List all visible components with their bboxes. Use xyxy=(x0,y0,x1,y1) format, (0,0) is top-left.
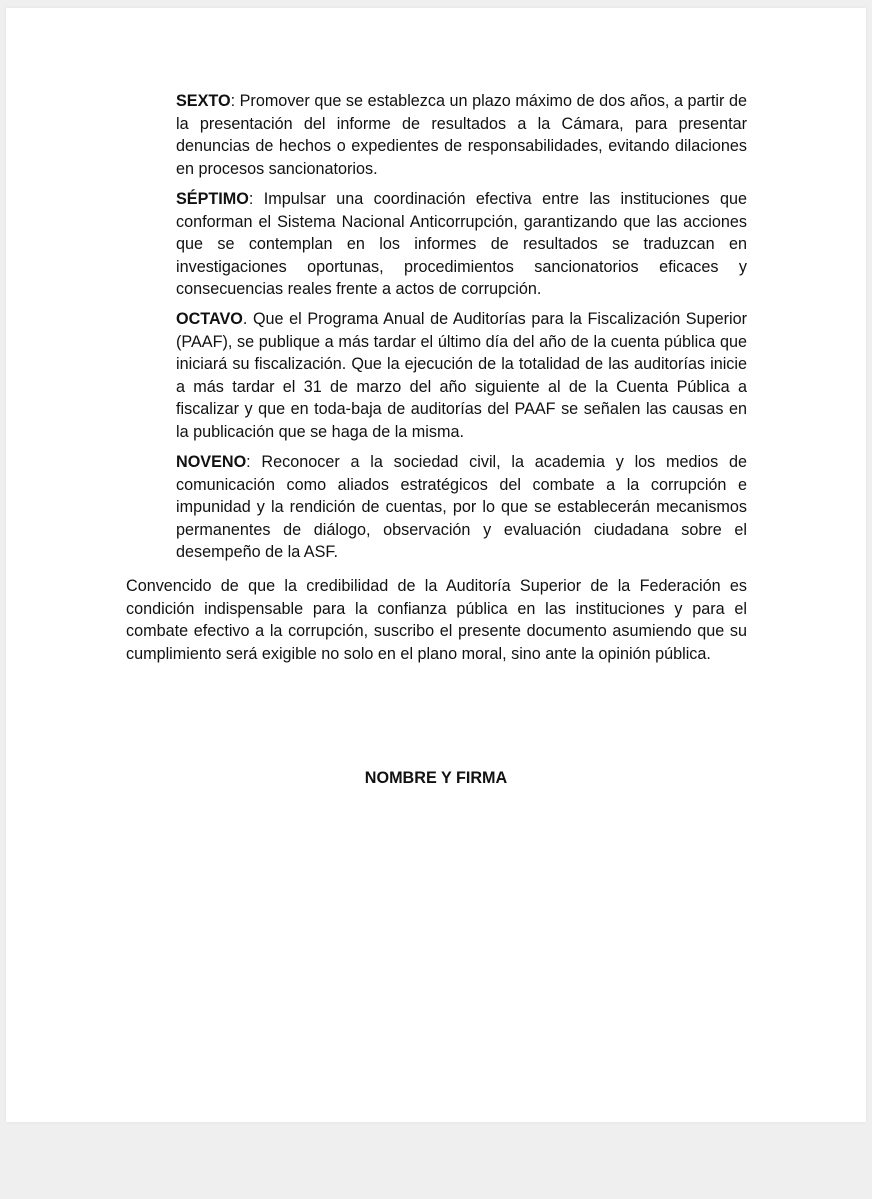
clause-label: SEXTO xyxy=(176,92,231,110)
clause-septimo xyxy=(176,188,747,301)
clause-text: : Reconocer a la sociedad civil, la academia y los medios de comunicación como aliados estratégicos del combate a la corrupción e impunidad y la rendición de cuentas, por lo que se establecerán mecanismos permanentes de diálogo, observación y evaluación ciudadana sobre el desempeño de la ASF. xyxy=(176,453,747,562)
signature-line: NOMBRE Y FIRMA xyxy=(364,769,508,787)
clause-sexto xyxy=(176,90,747,180)
clause-text: . Que el Programa Anual de Auditorías para la Fiscalización Superior (PAAF), se publique a más tardar el último día del año de la cuenta pública que iniciará su fiscalización. Que la ejecución de la totalidad de las auditorías inicie a más tardar el 31 de marzo del año siguiente al de la Cuenta Pública a fiscalizar y que en toda‐baja de auditorías del PAAF se señalen las causas en la publicación que se haga de la misma. xyxy=(176,310,747,441)
clause-text: : Impulsar una coordinación efectiva entre las instituciones que conforman el Sistema Nacional Anticorrupción, garantizando que las acciones que se contemplan en los informes de resultados se traduzcan en investigaciones oportunas, procedimientos sancionatorios eficaces y consecuencias reales frente a actos de corrupción. xyxy=(176,190,747,299)
closing-paragraph: Convencido de que la credibilidad de la Auditoría Superior de la Federación es condición indispensable para la confianza pública en las instituciones y para el combate efectivo a la corrupción, suscribo el presente documento asumiendo que su cumplimiento será exigible no solo en el plano moral, sino ante la opinión pública. xyxy=(126,577,747,663)
document-page xyxy=(6,8,866,1122)
clause-label: OCTAVO xyxy=(176,310,243,328)
clause-text: : Promover que se establezca un plazo máximo de dos años, a partir de la presentación del informe de resultados a la Cámara, para presentar denuncias de hechos o expedientes de responsabilidades, evitando dilaciones en procesos sancionatorios. xyxy=(176,92,747,178)
clause-octavo xyxy=(176,308,747,444)
clause-label: SÉPTIMO xyxy=(176,190,249,208)
clause-noveno xyxy=(176,451,747,564)
clause-label: NOVENO xyxy=(176,453,247,471)
